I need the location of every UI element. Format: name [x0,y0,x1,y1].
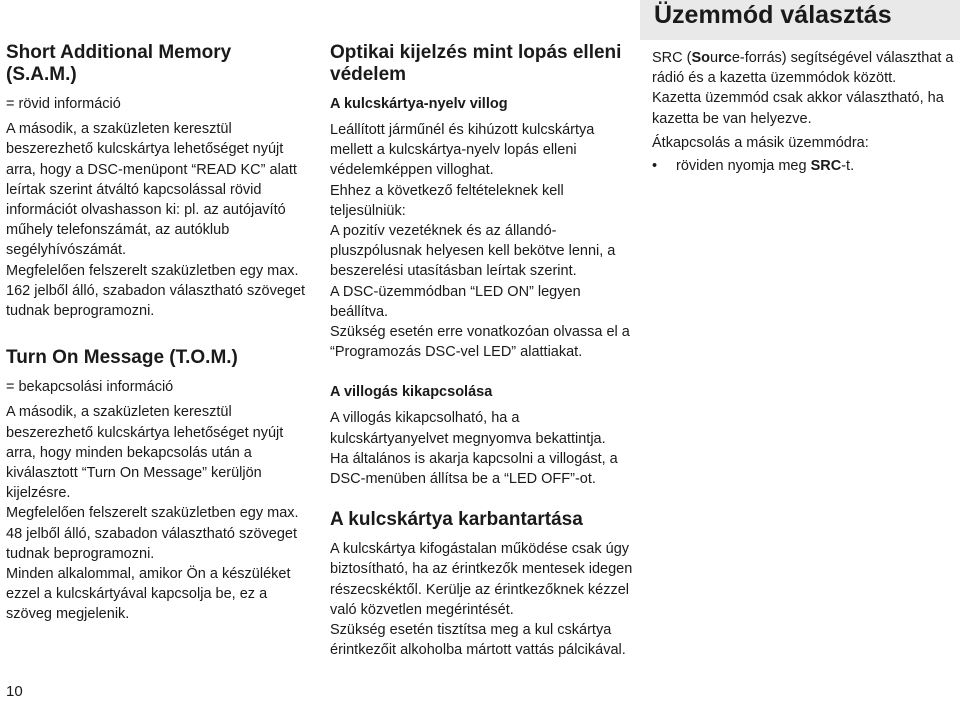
tom-body-3: Minden alkalommal, amikor Ön a készüléket ezzel a kulcskártyával kapcsolja be, ez a szöveg megjelenik. [6,566,291,623]
card-care-title: A kulcskártya karbantartása [330,509,583,531]
src-letter-u: u [710,50,719,66]
blink-off-body-2: Ha általános is akarja kapcsolni a villogást, a DSC-menüben állítsa be a “LED OFF”-ot. [330,450,618,488]
bullet-dot: • [652,158,658,175]
column-left [6,42,310,625]
page-number: 10 [6,683,23,700]
bullet-text [676,156,854,176]
src-letter-c: c [723,50,732,66]
switch-intro: Átkapcsolás a másik üzemmódra: [652,134,869,151]
blink-off-subtitle: A villogás kikapcsolása [330,384,493,401]
column-middle [330,42,636,660]
sam-body-2: Megfelelően felszerelt szaküzletben egy max. 162 jelből álló, szabadon választható szöveget tudnak beprogramozni. [6,262,306,320]
src-letters-so: So [691,50,711,66]
src-key-label: SRC [810,158,842,175]
blink-off-body: A villogás kikapcsolható, ha a kulcskártyanyelvet megnyomva bekattintja. [330,410,606,447]
cassette-mode-note: Kazetta üzemmód csak akkor választható, ha kazetta be van helyezve. [652,90,944,127]
tom-title: Turn On Message (T.O.M.) [6,347,238,369]
blink-subtitle: A kulcskártya-nyelv villog [330,96,508,112]
tom-definition: = bekapcsolási információ [6,379,174,396]
src-text-prefix: SRC ( [652,50,692,66]
blink-body-2: Ehhez a következő feltételeknek kell teljesülniük: [330,182,564,219]
card-care-body: A kulcskártya kifogástalan működése csak úgy biztosítható, ha az érintkezők mentesek idegen részecskéktől. Kerülje az érintkezőknek kézzel való közvetlen megérintését. [330,541,633,618]
switch-instruction-bullet [652,156,958,176]
src-text-rest: e-forrás) segítségével választhat a rádió és a kazetta üzemmódok között. [652,50,954,87]
tom-body: A második, a szaküzleten keresztül beszerezhető kulcskártya lehetőséget nyújt arra, hogy minden bekapcsolás után a kiválasztott “Turn On Message” kerüljön kijelzésre. [6,404,284,502]
tom-body-2: Megfelelően felszerelt szaküzletben egy max. 48 jelből álló, szabadon választható szöveget tudnak beprogramozni. [6,505,299,562]
sam-title-line1: Short Additional Memory [6,42,232,63]
theft-protection-title: Optikai kijelzés mint lopás elleni védelem [330,42,622,85]
sam-body: A második, a szaküzleten keresztül beszerezhető kulcskártya lehetőséget nyújt arra, hogy a DSC-menüpont “READ KC” alatt leírtak szerint átváltó kapcsolással rövid információt olvashasson ki: pl. az autójavító műhely telefonszámát, az autóklub segélyhívószámát. [6,121,297,259]
blink-body-4: A DSC-üzemmódban “LED ON” legyen beállítva. [330,283,581,320]
sam-title-line2: (S.A.M.) [6,64,77,85]
bullet-text-suffix: -t. [841,158,855,175]
column-right [652,48,958,176]
card-care-body-2: Szükség esetén tisztítsa meg a kul cskártya érintkezőit alkoholba mártott vattás pálcikával. [330,622,626,659]
bullet-text-prefix: röviden nyomja meg [676,158,811,175]
section-title: Üzemmód választás [654,1,892,29]
blink-body: Leállított járműnél és kihúzott kulcskártya mellett a kulcskártya-nyelv lopás elleni védelemképpen villoghat. [330,122,595,179]
src-description [652,48,958,88]
blink-body-3: A pozitív vezetéknek és az állandó-pluszpólusnak helyesen kell bekötve lenni, a beszerelési utasításban leírtak szerint. [330,223,616,280]
blink-body-5: Szükség esetén erre vonatkozóan olvassa el a “Programozás DSC-vel LED” alattiakat. [330,324,630,361]
src-letter-r: r [718,50,724,66]
sam-definition: = rövid információ [6,96,121,112]
